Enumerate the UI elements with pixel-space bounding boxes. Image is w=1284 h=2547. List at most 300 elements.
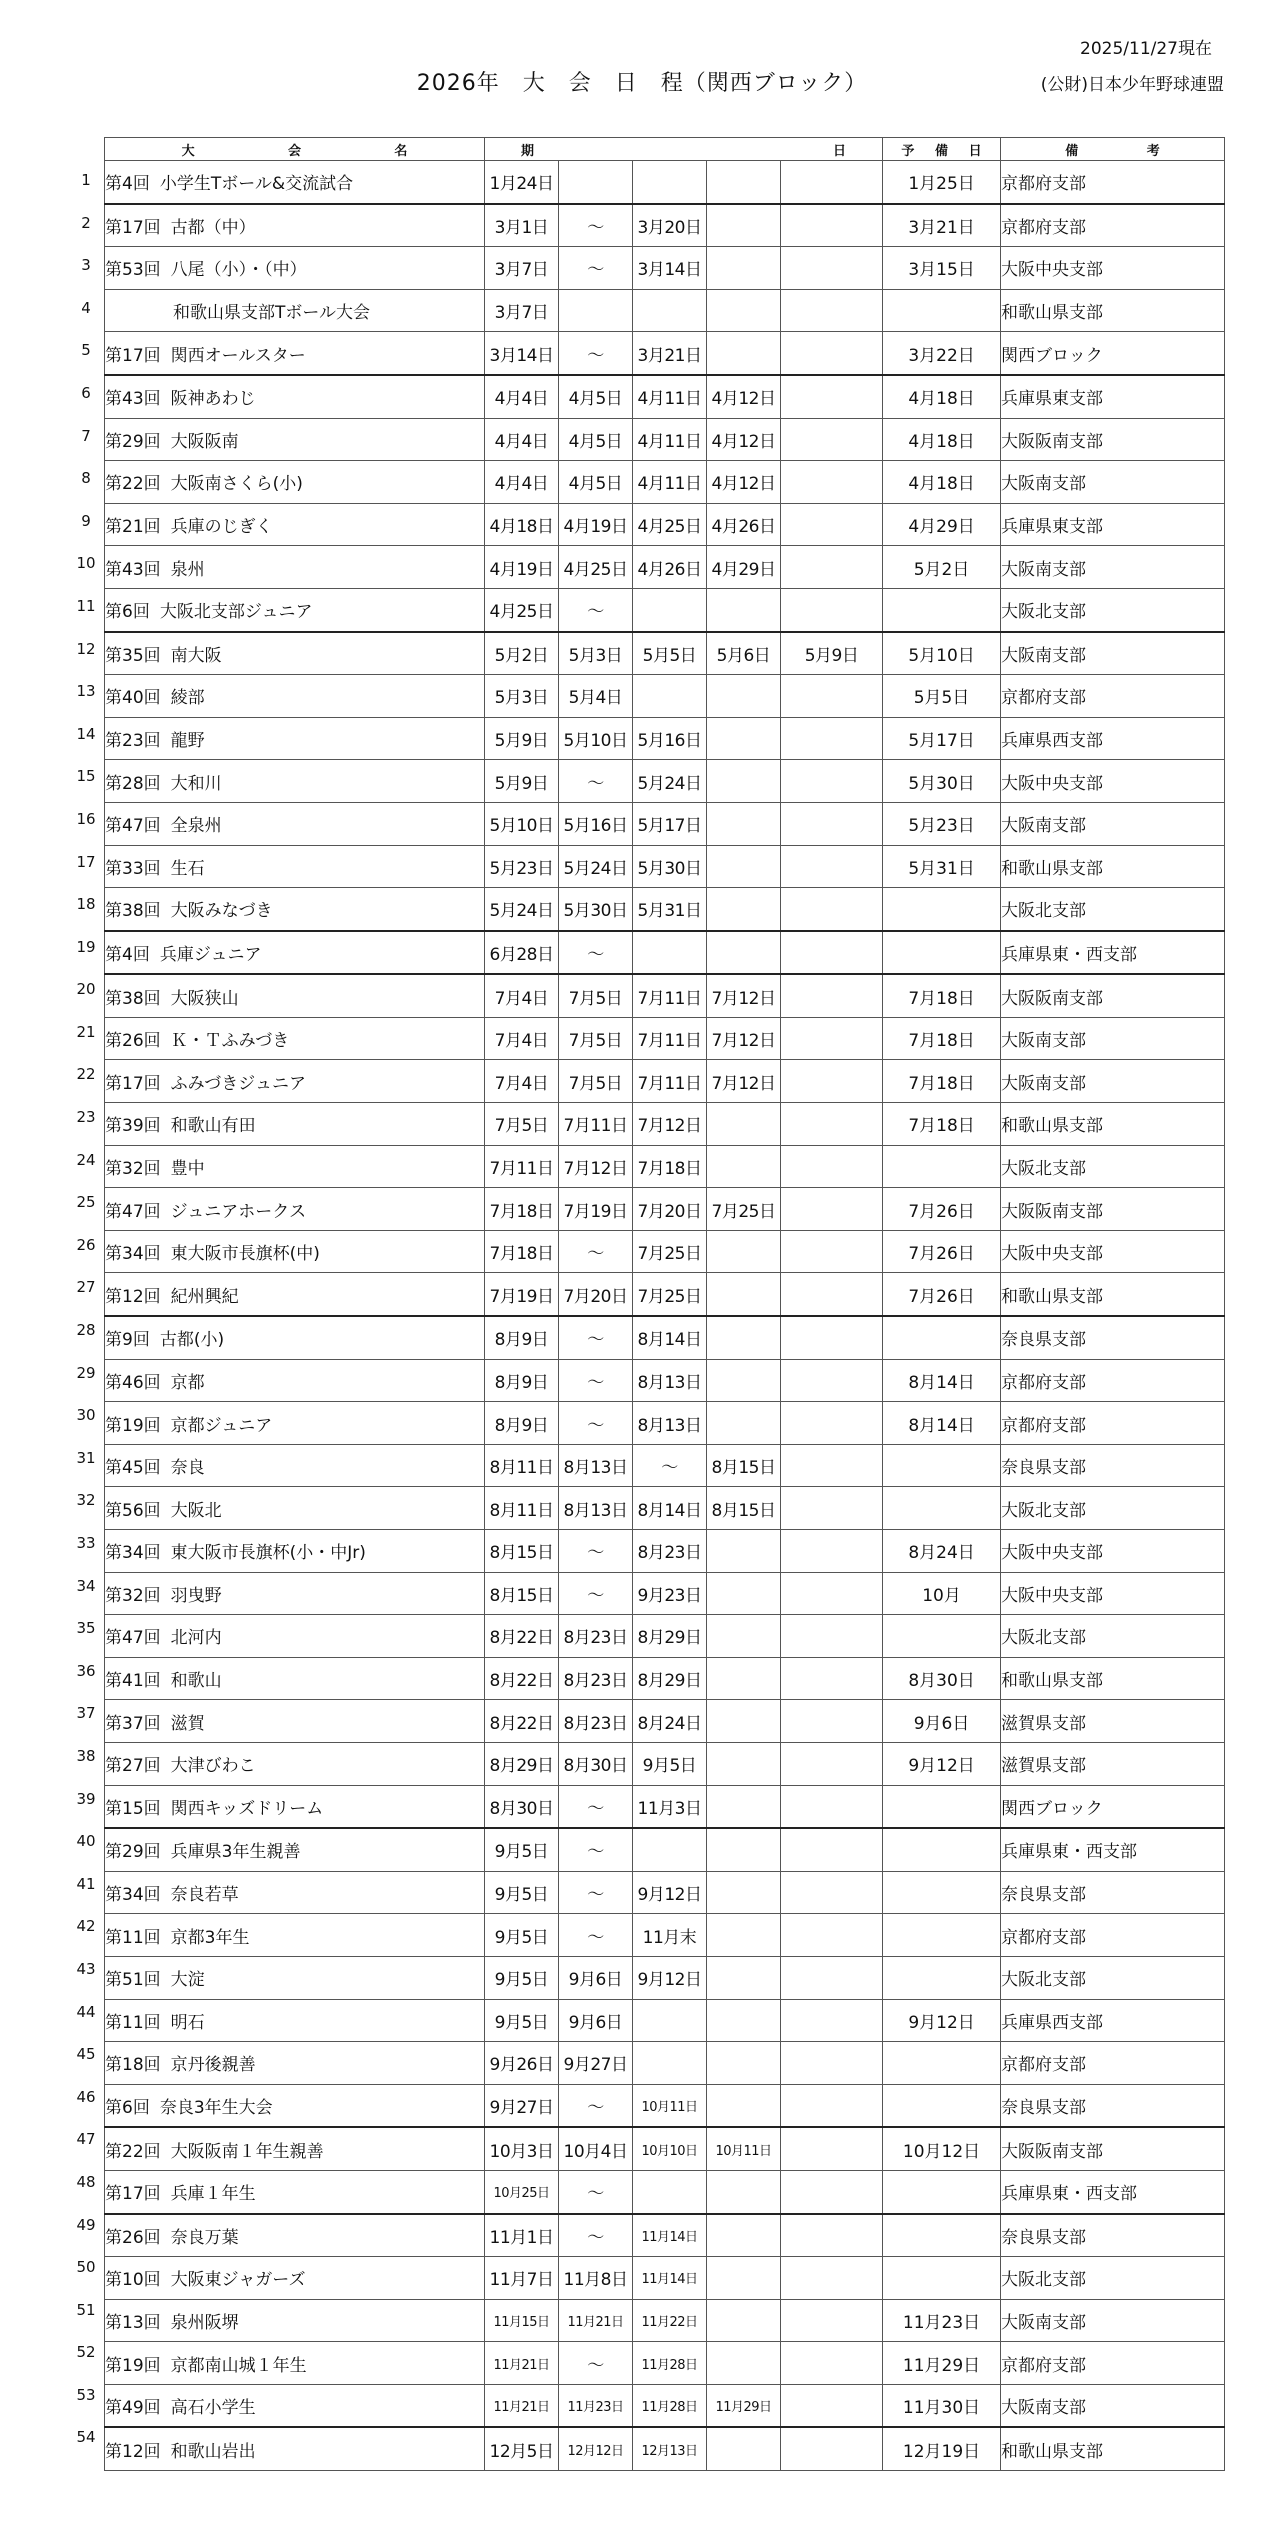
date-cell: 7月25日	[633, 1230, 707, 1273]
col-header-reserve	[883, 138, 1001, 161]
date-cell: 3月1日	[485, 204, 559, 247]
tournament-round: 第4回	[105, 174, 150, 195]
date-cell: 4月26日	[707, 503, 781, 546]
table-row	[105, 418, 1225, 461]
reserve-date-cell	[883, 931, 1001, 975]
date-cell: 11月28日	[633, 2342, 707, 2385]
tournament-name: 京都3年生	[170, 1927, 250, 1948]
date-cell: 7月12日	[707, 1017, 781, 1060]
date-cell: 8月15日	[707, 1487, 781, 1530]
reserve-date-cell: 10月	[883, 1572, 1001, 1615]
date-cell	[781, 1657, 883, 1700]
tournament-name: 奈良	[170, 1458, 205, 1479]
date-cell: ～	[559, 1530, 633, 1573]
tournament-name-cell	[105, 2042, 485, 2085]
date-cell: 8月23日	[559, 1700, 633, 1743]
tournament-round: 第34回	[105, 1885, 161, 1906]
table-row	[105, 1017, 1225, 1060]
row-number: 29	[76, 1363, 96, 1382]
row-number: 4	[81, 298, 91, 317]
reserve-date-cell: 11月30日	[883, 2384, 1001, 2427]
notes-cell: 大阪北支部	[1001, 1615, 1225, 1658]
table-row	[105, 1402, 1225, 1445]
date-cell: 3月7日	[485, 289, 559, 332]
notes-cell: 兵庫県西支部	[1001, 1999, 1225, 2042]
tournament-name: 泉州	[170, 559, 205, 580]
date-cell: 8月15日	[485, 1572, 559, 1615]
date-cell: 10月3日	[485, 2127, 559, 2170]
date-cell: 7月20日	[559, 1273, 633, 1316]
date-cell: 4月12日	[707, 375, 781, 418]
date-cell: 5月16日	[633, 717, 707, 760]
tournament-round: 第47回	[105, 816, 161, 837]
date-cell: 7月19日	[485, 1273, 559, 1316]
tournament-name-cell	[105, 2084, 485, 2127]
date-cell	[781, 1316, 883, 1359]
date-cell	[781, 1359, 883, 1402]
date-cell: 5月4日	[559, 675, 633, 718]
tournament-round: 第41回	[105, 1671, 161, 1692]
reserve-date-cell: 5月5日	[883, 675, 1001, 718]
reserve-date-cell	[883, 2170, 1001, 2213]
date-cell	[633, 931, 707, 975]
tournament-round: 第17回	[105, 345, 161, 366]
date-cell: 7月5日	[559, 1017, 633, 1060]
date-cell: 11月28日	[633, 2384, 707, 2427]
notes-cell: 和歌山県支部	[1001, 1657, 1225, 1700]
row-number: 20	[76, 980, 96, 999]
row-number: 10	[76, 554, 96, 573]
date-cell: 9月5日	[485, 1871, 559, 1914]
table-row	[105, 204, 1225, 247]
date-cell: ～	[559, 1785, 633, 1828]
tournament-name-cell	[105, 717, 485, 760]
header-char: 予	[901, 143, 915, 159]
notes-cell: 滋賀県支部	[1001, 1700, 1225, 1743]
date-cell: 8月30日	[559, 1742, 633, 1785]
date-cell: 10月11日	[707, 2127, 781, 2170]
tournament-name: 大阪東ジャガーズ	[170, 2270, 306, 2291]
date-cell: 12月13日	[633, 2427, 707, 2470]
notes-cell: 大阪南支部	[1001, 461, 1225, 504]
tournament-name: 奈良若草	[170, 1885, 239, 1906]
reserve-date-cell: 5月10日	[883, 632, 1001, 675]
row-number: 15	[76, 767, 96, 786]
date-cell: 5月30日	[633, 845, 707, 888]
row-number: 33	[76, 1534, 96, 1552]
date-cell	[707, 1530, 781, 1573]
table-row	[105, 332, 1225, 375]
date-cell: 4月11日	[633, 461, 707, 504]
reserve-date-cell	[883, 1871, 1001, 1914]
tournament-name-cell	[105, 204, 485, 247]
row-number: 7	[81, 426, 91, 445]
date-cell	[633, 161, 707, 204]
date-cell	[707, 1145, 781, 1188]
date-cell	[707, 1273, 781, 1316]
date-cell: 7月25日	[707, 1188, 781, 1231]
date-cell: 7月12日	[707, 974, 781, 1017]
date-cell: 4月11日	[633, 418, 707, 461]
tournament-name: ジュニアホークス	[170, 1201, 307, 1222]
tournament-name: 大阪阪南１年生親善	[170, 2141, 324, 2162]
row-number: 42	[76, 1917, 96, 1936]
tournament-name-cell	[105, 1615, 485, 1658]
tournament-name: 古都(小)	[159, 1330, 225, 1351]
date-cell	[707, 1615, 781, 1658]
notes-cell: 和歌山県支部	[1001, 2427, 1225, 2470]
row-number: 17	[76, 852, 96, 871]
date-cell: 11月14日	[633, 2257, 707, 2300]
tournament-name: 大阪阪南	[170, 431, 239, 452]
date-cell: 7月4日	[485, 1060, 559, 1103]
tournament-round: 第38回	[105, 988, 161, 1009]
row-number: 27	[76, 1278, 96, 1297]
organization-name: (公財)日本少年野球連盟	[1040, 75, 1224, 95]
date-cell: 9月5日	[485, 1956, 559, 1999]
tournament-name: 京都	[170, 1372, 205, 1393]
tournament-name: 大阪南さくら(小)	[170, 474, 303, 495]
date-cell	[707, 2427, 781, 2470]
date-cell: ～	[559, 1914, 633, 1957]
reserve-date-cell: 8月24日	[883, 1530, 1001, 1573]
tournament-name-cell	[105, 503, 485, 546]
notes-cell: 兵庫県東支部	[1001, 503, 1225, 546]
date-cell	[781, 588, 883, 631]
date-cell	[707, 2257, 781, 2300]
tournament-round: 第51回	[105, 1970, 161, 1991]
date-cell: 5月6日	[707, 632, 781, 675]
date-cell: 10月11日	[633, 2084, 707, 2127]
header-char: 考	[1146, 143, 1160, 159]
date-cell: 11月15日	[485, 2299, 559, 2342]
date-cell: 4月4日	[485, 375, 559, 418]
tournament-name-cell	[105, 632, 485, 675]
tournament-name-cell	[105, 2127, 485, 2170]
reserve-date-cell: 4月18日	[883, 461, 1001, 504]
date-cell: 4月19日	[559, 503, 633, 546]
date-cell	[707, 289, 781, 332]
tournament-name-cell	[105, 974, 485, 1017]
date-cell	[781, 161, 883, 204]
date-cell	[781, 1402, 883, 1445]
reserve-date-cell: 7月18日	[883, 1103, 1001, 1146]
row-number: 49	[76, 2215, 96, 2234]
reserve-date-cell	[883, 1487, 1001, 1530]
date-cell	[781, 888, 883, 931]
table-row	[105, 1444, 1225, 1487]
row-number: 18	[76, 895, 96, 914]
date-cell	[781, 1871, 883, 1914]
notes-cell: 大阪南支部	[1001, 1017, 1225, 1060]
tournament-name: 滋賀	[170, 1713, 205, 1734]
date-cell	[781, 204, 883, 247]
tournament-round: 第49回	[105, 2398, 161, 2419]
date-cell: 7月25日	[633, 1273, 707, 1316]
row-number: 19	[76, 937, 96, 956]
notes-cell: 大阪中央支部	[1001, 1230, 1225, 1273]
tournament-name-cell	[105, 1530, 485, 1573]
date-cell	[781, 546, 883, 589]
date-cell: 10月25日	[485, 2170, 559, 2213]
row-number: 35	[76, 1619, 96, 1638]
table-row	[105, 1828, 1225, 1871]
tournament-round: 第45回	[105, 1458, 161, 1479]
tournament-name-cell	[105, 461, 485, 504]
table-row	[105, 2042, 1225, 2085]
date-cell: 9月23日	[633, 1572, 707, 1615]
header-char: 大	[181, 143, 195, 159]
table-row	[105, 2257, 1225, 2300]
notes-cell: 奈良県支部	[1001, 2084, 1225, 2127]
table-row	[105, 2299, 1225, 2342]
reserve-date-cell	[883, 289, 1001, 332]
reserve-date-cell: 5月30日	[883, 760, 1001, 803]
table-row	[105, 760, 1225, 803]
tournament-name-cell	[105, 1273, 485, 1316]
reserve-date-cell: 11月29日	[883, 2342, 1001, 2385]
notes-cell: 大阪北支部	[1001, 888, 1225, 931]
row-number: 9	[81, 511, 91, 530]
date-cell: 11月21日	[559, 2299, 633, 2342]
tournament-name: 和歌山	[170, 1671, 222, 1692]
date-cell	[707, 2042, 781, 2085]
table-row	[105, 1230, 1225, 1273]
tournament-name-cell	[105, 1444, 485, 1487]
date-cell	[707, 1359, 781, 1402]
tournament-round: 第15回	[105, 1798, 161, 1819]
tournament-name: 豊中	[170, 1158, 205, 1179]
date-cell	[633, 2042, 707, 2085]
date-cell: ～	[559, 2084, 633, 2127]
date-cell: 5月10日	[559, 717, 633, 760]
notes-cell: 大阪北支部	[1001, 1145, 1225, 1188]
tournament-name: 明石	[170, 2012, 205, 2033]
date-cell: 4月12日	[707, 461, 781, 504]
row-number: 11	[76, 596, 96, 615]
tournament-round: 第35回	[105, 645, 161, 666]
date-cell: 4月18日	[485, 503, 559, 546]
date-cell: 9月6日	[559, 1999, 633, 2042]
date-cell: 7月20日	[633, 1188, 707, 1231]
table-row	[105, 1145, 1225, 1188]
date-cell	[707, 1657, 781, 1700]
date-cell	[781, 1230, 883, 1273]
notes-cell: 京都府支部	[1001, 1914, 1225, 1957]
tournament-name: 東大阪市長旗杯(小・中Jr)	[170, 1543, 366, 1564]
row-number: 8	[81, 469, 91, 488]
tournament-name-cell	[105, 1402, 485, 1445]
reserve-date-cell: 12月19日	[883, 2427, 1001, 2470]
date-cell: 3月14日	[633, 247, 707, 290]
tournament-round: 第43回	[105, 389, 161, 410]
col-header-name	[105, 138, 485, 161]
tournament-round: 第32回	[105, 1585, 161, 1606]
date-cell: 11月8日	[559, 2257, 633, 2300]
tournament-name: 全泉州	[170, 816, 222, 837]
tournament-name-cell	[105, 588, 485, 631]
date-cell: ～	[559, 332, 633, 375]
date-cell	[707, 1956, 781, 1999]
tournament-name: 古都（中）	[170, 217, 256, 238]
date-cell: 4月26日	[633, 546, 707, 589]
table-row	[105, 1359, 1225, 1402]
date-cell: 7月5日	[485, 1103, 559, 1146]
reserve-date-cell	[883, 1615, 1001, 1658]
date-cell	[781, 760, 883, 803]
date-cell	[781, 1487, 883, 1530]
tournament-name-cell	[105, 2214, 485, 2257]
table-row	[105, 717, 1225, 760]
row-number: 13	[76, 682, 96, 701]
tournament-round: 第39回	[105, 1116, 161, 1137]
notes-cell: 和歌山県支部	[1001, 845, 1225, 888]
date-cell	[781, 332, 883, 375]
date-cell: 9月5日	[485, 1828, 559, 1871]
tournament-name-cell	[105, 675, 485, 718]
reserve-date-cell	[883, 2084, 1001, 2127]
tournament-round: 第34回	[105, 1244, 161, 1265]
tournament-name-cell	[105, 1572, 485, 1615]
table-row	[105, 802, 1225, 845]
date-cell: 8月22日	[485, 1657, 559, 1700]
tournament-round: 第32回	[105, 1158, 161, 1179]
schedule-table	[104, 137, 1225, 2471]
reserve-date-cell	[883, 888, 1001, 931]
date-cell	[707, 2170, 781, 2213]
tournament-name-cell	[105, 332, 485, 375]
table-row	[105, 1615, 1225, 1658]
date-cell: 5月30日	[559, 888, 633, 931]
date-cell: 7月5日	[559, 1060, 633, 1103]
date-cell	[707, 204, 781, 247]
tournament-name: 兵庫のじぎく	[170, 517, 273, 538]
date-cell: 10月10日	[633, 2127, 707, 2170]
date-cell: 3月14日	[485, 332, 559, 375]
date-cell: 3月7日	[485, 247, 559, 290]
date-cell: 8月9日	[485, 1359, 559, 1402]
date-cell: 9月5日	[485, 1914, 559, 1957]
tournament-round: 第4回	[105, 944, 150, 965]
date-cell: 11月3日	[633, 1785, 707, 1828]
date-cell	[707, 888, 781, 931]
date-cell: 5月9日	[781, 632, 883, 675]
date-cell: 8月15日	[707, 1444, 781, 1487]
row-number: 3	[81, 256, 91, 275]
date-cell	[781, 1273, 883, 1316]
table-row	[105, 974, 1225, 1017]
tournament-name-cell	[105, 1742, 485, 1785]
tournament-round: 第47回	[105, 1201, 161, 1222]
tournament-round: 第12回	[105, 1286, 161, 1307]
date-cell: 7月11日	[633, 1017, 707, 1060]
reserve-date-cell: 7月18日	[883, 1017, 1001, 1060]
tournament-name: 関西キッズドリーム	[170, 1798, 324, 1819]
date-cell: 7月11日	[633, 974, 707, 1017]
tournament-name-cell	[105, 1999, 485, 2042]
date-cell: 4月25日	[633, 503, 707, 546]
date-cell: 11月14日	[633, 2214, 707, 2257]
reserve-date-cell: 7月26日	[883, 1188, 1001, 1231]
tournament-round: 第9回	[105, 1330, 150, 1351]
reserve-date-cell: 3月22日	[883, 332, 1001, 375]
date-cell	[707, 1316, 781, 1359]
date-cell	[707, 675, 781, 718]
date-cell	[707, 845, 781, 888]
date-cell	[781, 1615, 883, 1658]
date-cell	[781, 974, 883, 1017]
date-cell: 5月17日	[633, 802, 707, 845]
table-row	[105, 1487, 1225, 1530]
date-cell	[781, 717, 883, 760]
date-cell	[707, 1700, 781, 1743]
date-cell: 9月5日	[633, 1742, 707, 1785]
date-cell	[781, 675, 883, 718]
tournament-round: 第29回	[105, 1842, 161, 1863]
date-cell	[781, 375, 883, 418]
row-number: 38	[76, 1746, 96, 1765]
notes-cell: 大阪南支部	[1001, 802, 1225, 845]
row-number: 22	[76, 1065, 96, 1084]
row-number: 21	[76, 1022, 96, 1041]
reserve-date-cell: 3月15日	[883, 247, 1001, 290]
notes-cell: 兵庫県東・西支部	[1001, 931, 1225, 975]
table-row	[105, 675, 1225, 718]
tournament-name-cell	[105, 1017, 485, 1060]
date-cell: 8月24日	[633, 1700, 707, 1743]
table-row	[105, 1956, 1225, 1999]
date-cell	[781, 1444, 883, 1487]
date-cell: 7月11日	[633, 1060, 707, 1103]
date-cell: 7月18日	[485, 1188, 559, 1231]
date-cell: 9月12日	[633, 1956, 707, 1999]
date-cell: 11月21日	[485, 2384, 559, 2427]
row-number: 32	[76, 1491, 96, 1510]
row-number: 48	[76, 2172, 96, 2191]
tournament-name: 奈良3年生大会	[159, 2098, 273, 2119]
reserve-date-cell: 8月30日	[883, 1657, 1001, 1700]
tournament-round: 第19回	[105, 2355, 161, 2376]
tournament-name: 大津びわこ	[170, 1756, 256, 1777]
table-row	[105, 1572, 1225, 1615]
table-row	[105, 2170, 1225, 2213]
tournament-name-cell	[105, 289, 485, 332]
tournament-round: 第17回	[105, 217, 161, 238]
row-number: 50	[76, 2258, 96, 2277]
row-number: 52	[76, 2343, 96, 2362]
tournament-name-cell	[105, 1359, 485, 1402]
date-cell	[781, 1103, 883, 1146]
row-number: 30	[76, 1406, 96, 1425]
date-cell: 9月5日	[485, 1999, 559, 2042]
reserve-date-cell	[883, 2214, 1001, 2257]
table-row	[105, 1914, 1225, 1957]
date-cell: 4月29日	[707, 546, 781, 589]
date-cell: 5月24日	[485, 888, 559, 931]
tournament-name-cell	[105, 2170, 485, 2213]
header-char: 日	[968, 143, 982, 159]
tournament-round: 第17回	[105, 1073, 161, 1094]
date-cell	[781, 1572, 883, 1615]
header-char: 備	[1065, 143, 1079, 159]
table-row	[105, 2342, 1225, 2385]
date-cell	[707, 1785, 781, 1828]
date-cell: 4月25日	[559, 546, 633, 589]
date-cell	[707, 802, 781, 845]
table-row	[105, 161, 1225, 204]
date-cell: 5月9日	[485, 760, 559, 803]
notes-cell: 大阪阪南支部	[1001, 974, 1225, 1017]
